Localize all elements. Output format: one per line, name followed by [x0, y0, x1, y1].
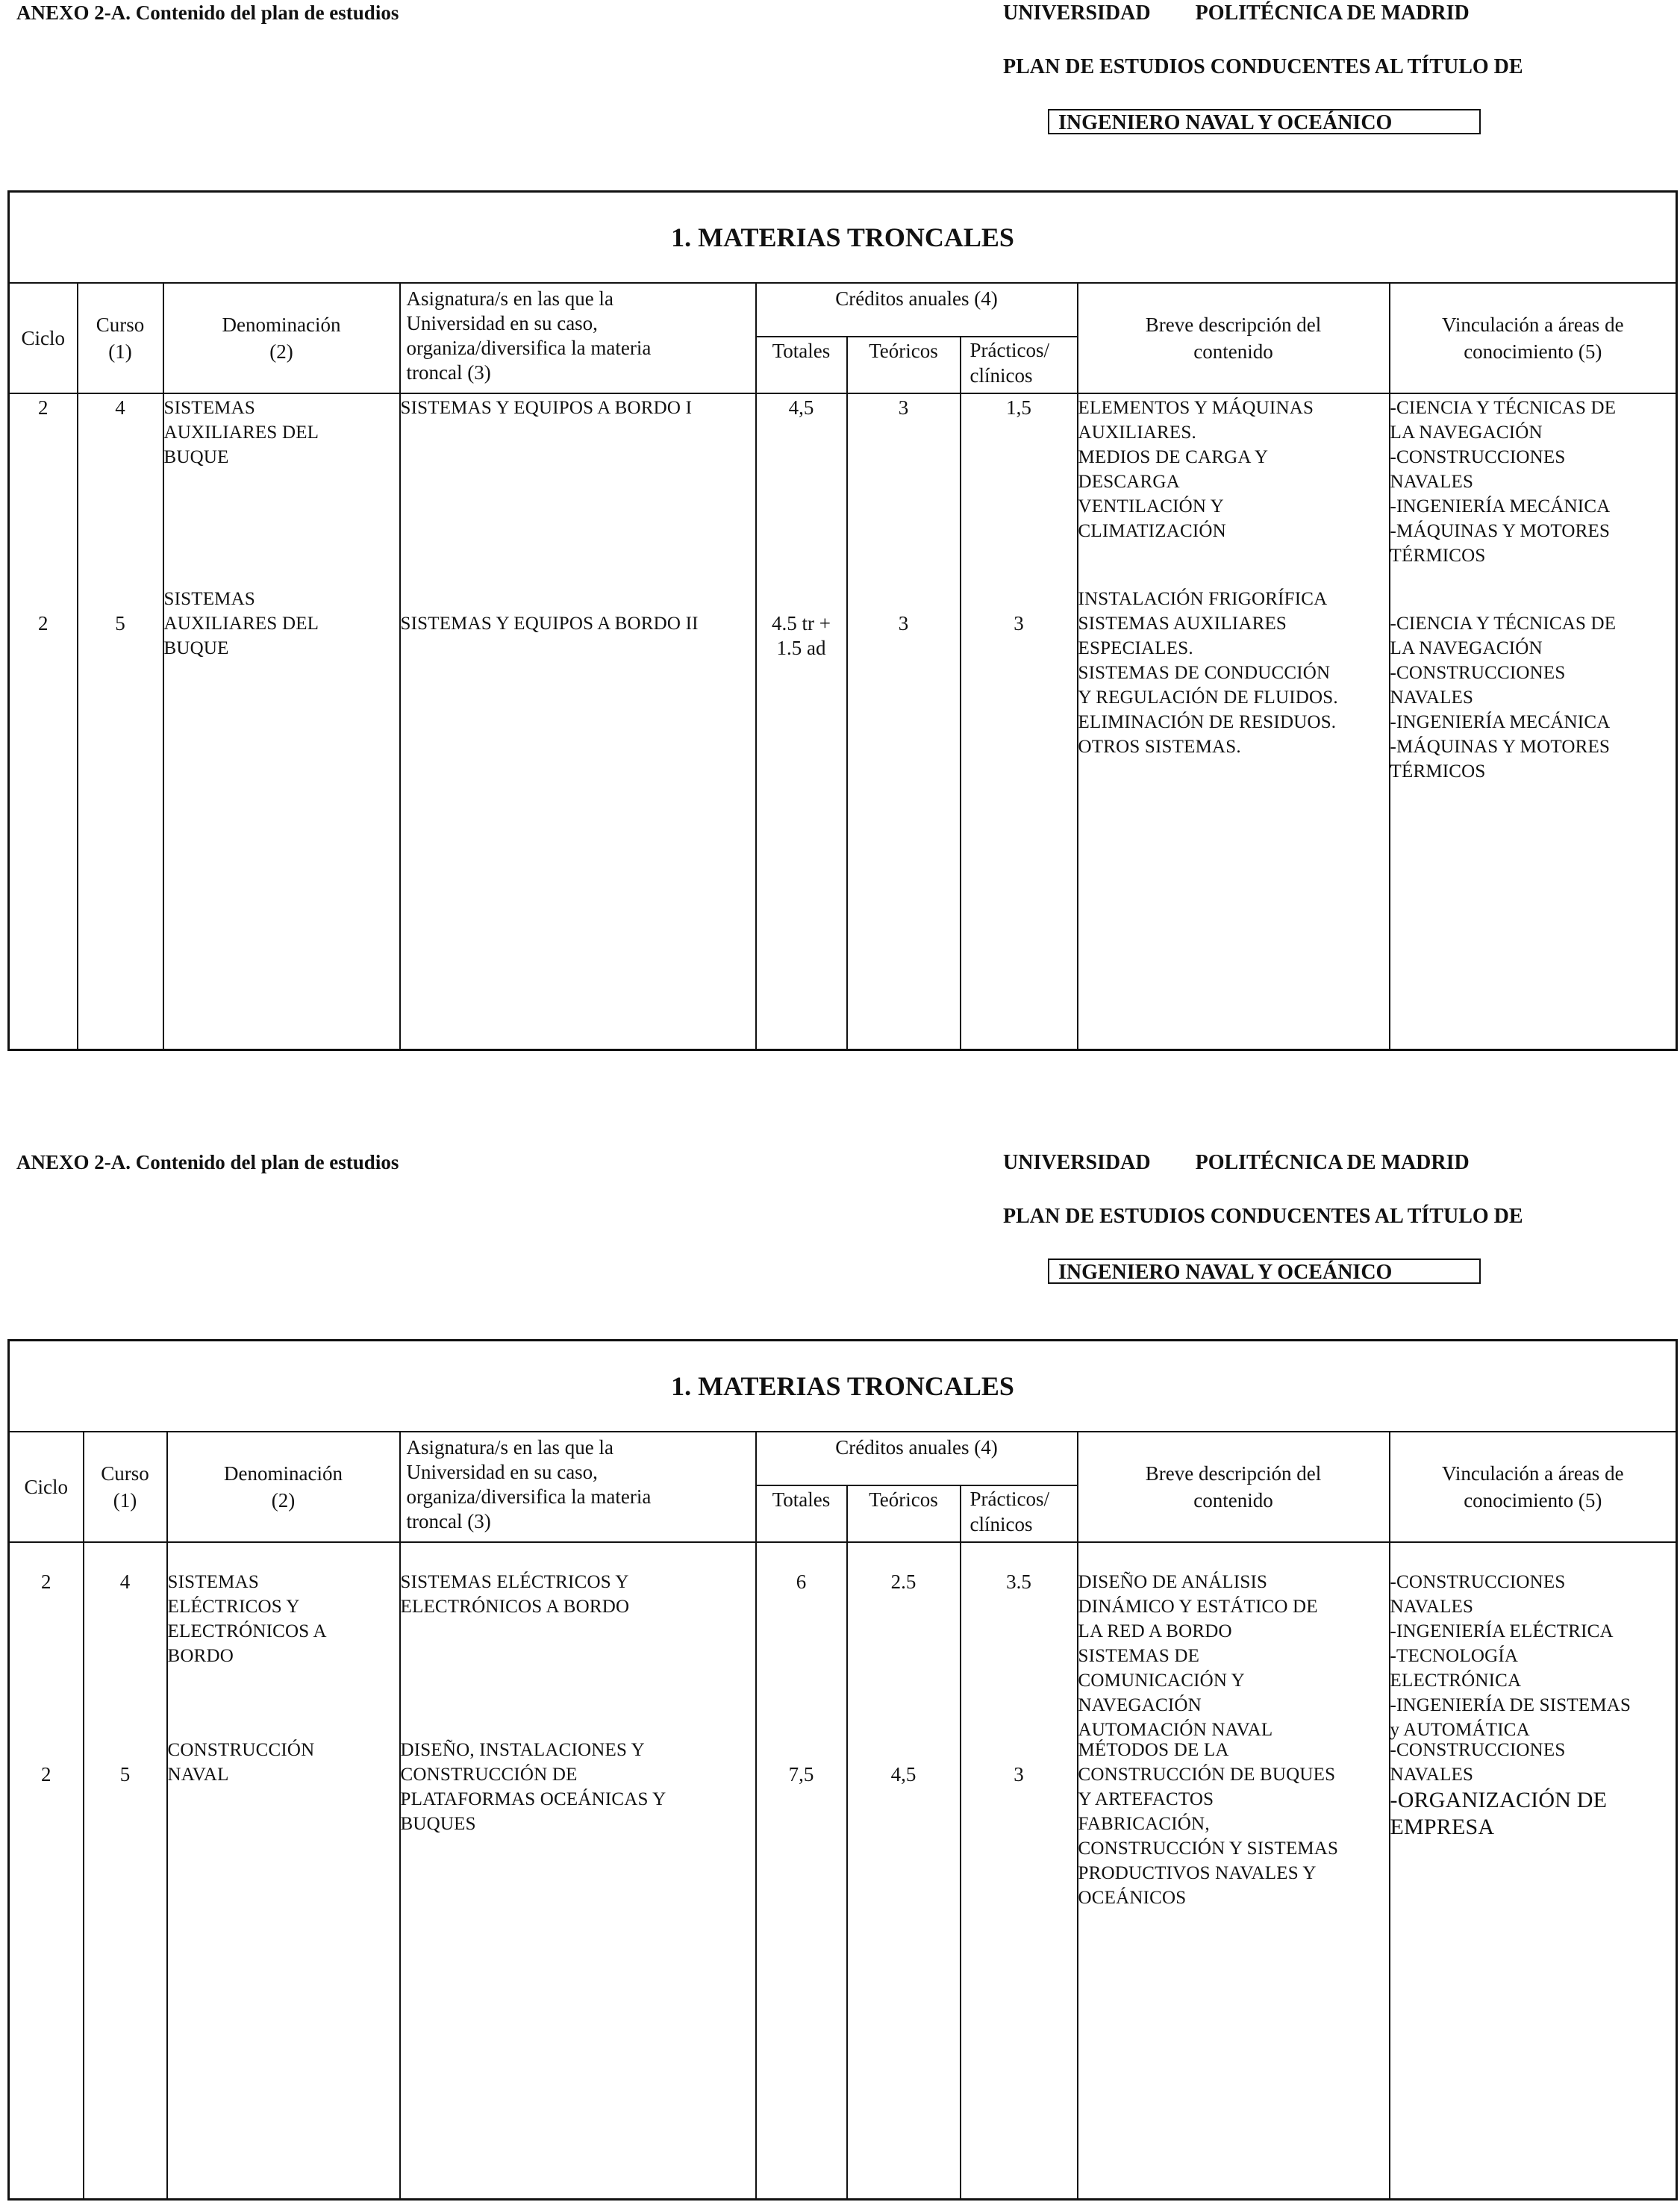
- text-line: -CIENCIA Y TÉCNICAS DE: [1390, 614, 1617, 634]
- text-line: SISTEMAS: [163, 589, 255, 609]
- degree-title-box: INGENIERO NAVAL Y OCEÁNICO: [1048, 1258, 1481, 1284]
- text-line: AUTOMACIÓN NAVAL: [1078, 1720, 1273, 1740]
- col-header-curso: Curso (1): [84, 1432, 167, 1542]
- text-line: CONSTRUCCIÓN DE BUQUES: [1078, 1765, 1336, 1785]
- col-header-practicos: Prácticos/ clínicos: [961, 337, 1078, 393]
- university-heading: [1003, 1, 1470, 25]
- text-line: AUXILIARES DEL: [163, 422, 319, 443]
- text-line: OCEÁNICOS: [1078, 1888, 1187, 1908]
- text-line: COMUNICACIÓN Y: [1078, 1671, 1245, 1691]
- text-line: DESCARGA: [1078, 472, 1180, 492]
- text-line: FABRICACIÓN,: [1078, 1814, 1210, 1834]
- col-header-vinculacion: Vinculación a áreas de conocimiento (5): [1390, 1432, 1677, 1542]
- text-line: AUXILIARES.: [1078, 422, 1196, 443]
- text-line: -INGENIERÍA MECÁNICA: [1390, 712, 1611, 732]
- totales-cell: [756, 393, 847, 1049]
- text-line: -CONSTRUCCIONES: [1390, 1740, 1566, 1760]
- anexo-heading: ANEXO 2-A. Contenido del plan de estudios: [16, 1151, 399, 1173]
- vinculacion-cell: [1390, 1542, 1677, 2199]
- text-line: NAVALES: [1390, 1597, 1474, 1617]
- text-line: -CONSTRUCCIONES: [1390, 447, 1566, 467]
- col-header-practicos: Prácticos/ clínicos: [961, 1485, 1078, 1542]
- col-header-breve: Breve descripción del contenido: [1078, 283, 1390, 393]
- text-line: -INGENIERÍA MECÁNICA: [1390, 496, 1611, 517]
- text-line: LA NAVEGACIÓN: [1390, 638, 1543, 658]
- document-page-2: [0, 1150, 1680, 2202]
- vinculacion-cell: [1390, 393, 1677, 1049]
- text-line: BUQUES: [400, 1814, 476, 1834]
- asignatura-cell: [400, 1542, 756, 2199]
- text-line: 7,5: [788, 1763, 814, 1785]
- ciclo-cell: 2 2: [9, 393, 78, 1049]
- text-line: NAVEGACIÓN: [1078, 1695, 1202, 1715]
- col-header-asignatura: Asignatura/s en las que la Universidad en su caso, organiza/diversifica la materia troncal (3): [400, 283, 756, 393]
- text-line: LA NAVEGACIÓN: [1390, 422, 1543, 443]
- denominacion-cell: [163, 393, 400, 1049]
- text-line: ESPECIALES.: [1078, 638, 1193, 658]
- text-line: NAVAL: [167, 1765, 229, 1785]
- text-line: -TECNOLOGÍA: [1390, 1646, 1519, 1666]
- text-line: MÉTODOS DE LA: [1078, 1740, 1229, 1760]
- text-line: OTROS SISTEMAS.: [1078, 737, 1241, 757]
- text-line: MEDIOS DE CARGA Y: [1078, 447, 1269, 467]
- col-header-denominacion: Denominación (2): [167, 1432, 400, 1542]
- table-title: 1. MATERIAS TRONCALES: [9, 192, 1677, 284]
- denominacion-cell: [167, 1542, 400, 2199]
- text-line: 1.5 ad: [776, 637, 826, 659]
- document-page-1: [0, 0, 1680, 1082]
- plan-heading: PLAN DE ESTUDIOS CONDUCENTES AL TÍTULO DE: [1003, 1205, 1523, 1228]
- university-heading: [1003, 1151, 1470, 1175]
- text-line: CONSTRUCCIÓN: [167, 1740, 315, 1760]
- text-line: ELIMINACIÓN DE RESIDUOS.: [1078, 712, 1337, 732]
- table-body: [9, 393, 1677, 1049]
- col-header-creditos: Créditos anuales (4): [756, 283, 1078, 337]
- table-body: [9, 1542, 1677, 2199]
- col-header-curso: Curso (1): [78, 283, 163, 393]
- university-name: POLITÉCNICA DE MADRID: [1195, 1151, 1470, 1174]
- text-line: NAVALES: [1390, 1765, 1474, 1785]
- curso-cell: 4 5: [78, 393, 163, 1049]
- text-line: ELÉCTRICOS Y: [167, 1597, 300, 1617]
- text-line: VENTILACIÓN Y: [1078, 496, 1224, 517]
- table-title: 1. MATERIAS TRONCALES: [9, 1341, 1677, 1432]
- text-line: PRODUCTIVOS NAVALES Y: [1078, 1863, 1317, 1883]
- text-line: y AUTOMÁTICA: [1390, 1720, 1530, 1740]
- text-line: CONSTRUCCIÓN DE: [400, 1765, 578, 1785]
- text-line: SISTEMAS Y EQUIPOS A BORDO II: [400, 614, 699, 634]
- university-label: UNIVERSIDAD: [1003, 1151, 1151, 1174]
- text-line: PLATAFORMAS OCEÁNICAS Y: [400, 1789, 666, 1809]
- text-line: CONSTRUCCIÓN Y SISTEMAS: [1078, 1838, 1339, 1859]
- col-header-vinculacion: Vinculación a áreas de conocimiento (5): [1390, 283, 1677, 393]
- text-line: Y ARTEFACTOS: [1078, 1789, 1214, 1809]
- text-line: DISEÑO DE ANÁLISIS: [1078, 1572, 1268, 1592]
- text-line: -MÁQUINAS Y MOTORES: [1390, 521, 1611, 541]
- text-line: SISTEMAS AUXILIARES: [1078, 614, 1287, 634]
- totales-cell: [756, 1542, 847, 2199]
- text-line: AUXILIARES DEL: [163, 614, 319, 634]
- col-header-creditos: Créditos anuales (4): [756, 1432, 1078, 1485]
- text-line: Y REGULACIÓN DE FLUIDOS.: [1078, 687, 1338, 708]
- text-line: SISTEMAS: [167, 1572, 259, 1592]
- text-line: CLIMATIZACIÓN: [1078, 521, 1226, 541]
- col-header-breve: Breve descripción del contenido: [1078, 1432, 1390, 1542]
- university-name: POLITÉCNICA DE MADRID: [1195, 1, 1470, 25]
- text-line: ELEMENTOS Y MÁQUINAS: [1078, 398, 1314, 418]
- text-line: BUQUE: [163, 447, 229, 467]
- ciclo-cell: 2 2: [9, 1542, 84, 2199]
- col-header-teoricos: Teóricos: [847, 1485, 961, 1542]
- text-line: BORDO: [167, 1646, 234, 1666]
- text-line: NAVALES: [1390, 687, 1474, 708]
- text-line: LA RED A BORDO: [1078, 1621, 1232, 1641]
- col-header-totales: Totales: [756, 337, 847, 393]
- col-header-totales: Totales: [756, 1485, 847, 1542]
- text-line: 4.5 tr +: [772, 612, 831, 634]
- text-line: SISTEMAS Y EQUIPOS A BORDO I: [400, 398, 693, 418]
- text-line: 6: [796, 1571, 807, 1593]
- practicos-cell: 3.5 3: [961, 1542, 1078, 2199]
- text-line: BUQUE: [163, 638, 229, 658]
- text-line: DISEÑO, INSTALACIONES Y: [400, 1740, 645, 1760]
- text-line: -CIENCIA Y TÉCNICAS DE: [1390, 398, 1617, 418]
- degree-title-box: INGENIERO NAVAL Y OCEÁNICO: [1048, 109, 1481, 134]
- text-line: SISTEMAS: [163, 398, 255, 418]
- text-line: -CONSTRUCCIONES: [1390, 663, 1566, 683]
- text-line: -ORGANIZACIÓN DE: [1390, 1788, 1608, 1812]
- text-line: -INGENIERÍA ELÉCTRICA: [1390, 1621, 1614, 1641]
- col-header-denominacion: Denominación (2): [163, 283, 400, 393]
- text-line: INSTALACIÓN FRIGORÍFICA: [1078, 589, 1328, 609]
- materias-table: [7, 190, 1678, 1051]
- text-line: TÉRMICOS: [1390, 761, 1486, 782]
- university-label: UNIVERSIDAD: [1003, 1, 1151, 25]
- plan-heading: PLAN DE ESTUDIOS CONDUCENTES AL TÍTULO DE: [1003, 55, 1523, 78]
- text-line: ELECTRÓNICA: [1390, 1671, 1522, 1691]
- teoricos-cell: 2.5 4,5: [847, 1542, 961, 2199]
- text-line: NAVALES: [1390, 472, 1474, 492]
- text-line: SISTEMAS ELÉCTRICOS Y: [400, 1572, 629, 1592]
- text-line: TÉRMICOS: [1390, 546, 1486, 566]
- col-header-ciclo: Ciclo: [9, 1432, 84, 1542]
- text-line: -MÁQUINAS Y MOTORES: [1390, 737, 1611, 757]
- descripcion-cell: [1078, 1542, 1390, 2199]
- descripcion-cell: [1078, 393, 1390, 1049]
- col-header-asignatura: Asignatura/s en las que la Universidad en su caso, organiza/diversifica la materia troncal (3): [400, 1432, 756, 1542]
- asignatura-cell: [400, 393, 756, 1049]
- practicos-cell: 1,5 3: [961, 393, 1078, 1049]
- text-line: SISTEMAS DE CONDUCCIÓN: [1078, 663, 1331, 683]
- text-line: SISTEMAS DE: [1078, 1646, 1200, 1666]
- teoricos-cell: 3 3: [847, 393, 961, 1049]
- text-line: ELECTRÓNICOS A BORDO: [400, 1597, 630, 1617]
- anexo-heading: ANEXO 2-A. Contenido del plan de estudios: [16, 1, 399, 24]
- text-line: DINÁMICO Y ESTÁTICO DE: [1078, 1597, 1318, 1617]
- materias-table: [7, 1339, 1678, 2201]
- col-header-teoricos: Teóricos: [847, 337, 961, 393]
- text-line: 4,5: [788, 396, 814, 419]
- text-line: -INGENIERÍA DE SISTEMAS: [1390, 1695, 1631, 1715]
- text-line: EMPRESA: [1390, 1815, 1495, 1839]
- col-header-ciclo: Ciclo: [9, 283, 78, 393]
- text-line: -CONSTRUCCIONES: [1390, 1572, 1566, 1592]
- text-line: ELECTRÓNICOS A: [167, 1621, 327, 1641]
- curso-cell: 4 5: [84, 1542, 167, 2199]
